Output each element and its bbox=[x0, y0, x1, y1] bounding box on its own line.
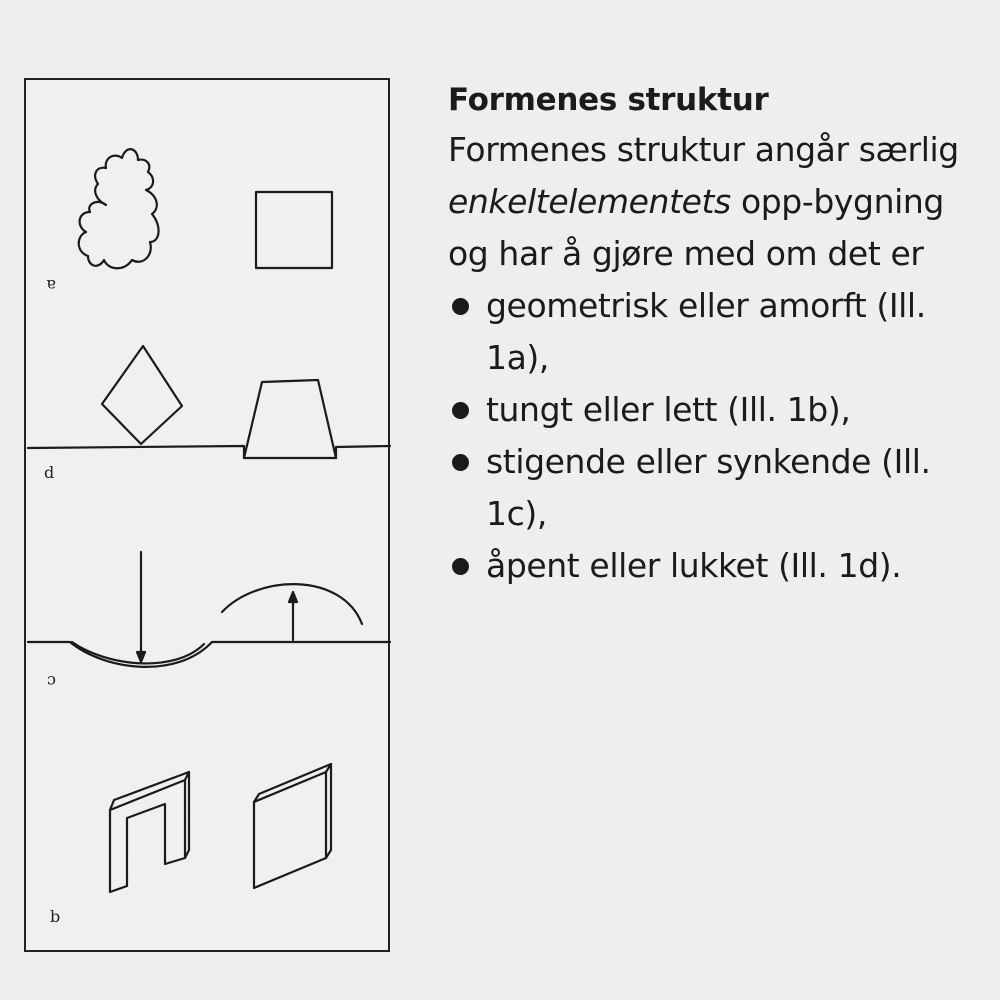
paragraph-part2: opp-bygning og har å gjøre med om det er bbox=[448, 182, 944, 273]
text-column bbox=[448, 76, 968, 592]
ground-line-c bbox=[28, 642, 390, 667]
list-item-text: åpent eller lukket (Ill. 1d). bbox=[486, 546, 902, 585]
label-c: c bbox=[47, 672, 56, 691]
bullet-icon bbox=[452, 298, 469, 315]
paragraph-emphasis: enkeltelementets bbox=[448, 182, 731, 221]
paragraph-part1: Formenes struktur angår særlig bbox=[448, 130, 959, 169]
intro-paragraph bbox=[448, 124, 968, 280]
illustration-svg bbox=[26, 80, 392, 954]
bullet-icon bbox=[452, 402, 469, 419]
property-list bbox=[448, 280, 968, 592]
down-arrowhead bbox=[137, 652, 145, 662]
amorphous-shape bbox=[79, 149, 159, 268]
bullet-icon bbox=[452, 454, 469, 471]
list-item bbox=[448, 540, 968, 592]
label-b: b bbox=[50, 907, 61, 926]
up-arrowhead bbox=[289, 592, 297, 602]
trapezoid-shape bbox=[244, 380, 336, 458]
diamond-shape bbox=[102, 346, 182, 444]
list-item-text: stigende eller synkende (Ill. 1c), bbox=[486, 442, 931, 533]
square-shape bbox=[256, 192, 332, 268]
bullet-icon bbox=[452, 558, 469, 575]
section-heading: Formenes struktur bbox=[448, 82, 769, 118]
label-d: d bbox=[44, 463, 55, 482]
list-item bbox=[448, 384, 968, 436]
slab-front bbox=[254, 772, 326, 888]
list-item-text: tungt eller lett (Ill. 1b), bbox=[486, 390, 851, 429]
list-item-text: geometrisk eller amorft (Ill. 1a), bbox=[486, 286, 926, 377]
ground-line-d bbox=[28, 446, 390, 458]
illustration-panel bbox=[24, 78, 390, 952]
label-a: a bbox=[46, 276, 56, 295]
list-item bbox=[448, 436, 968, 540]
list-item bbox=[448, 280, 968, 384]
